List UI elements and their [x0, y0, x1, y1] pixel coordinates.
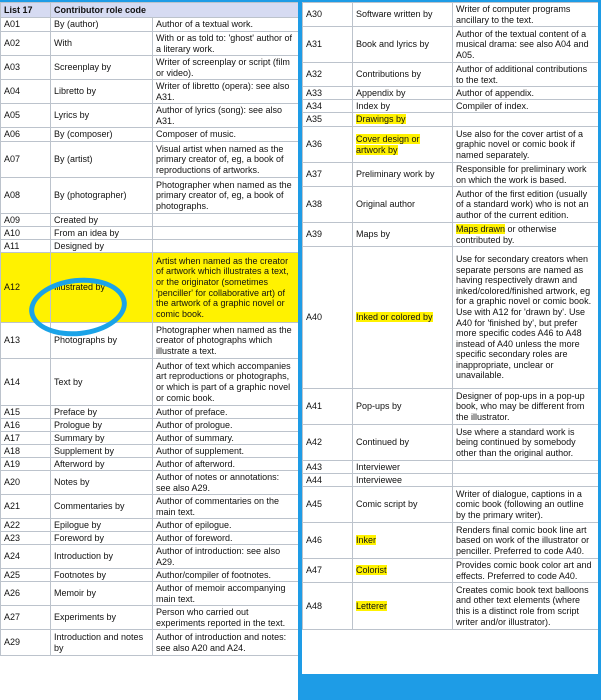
table-row	[303, 559, 599, 583]
role-code-cell: A08	[1, 178, 51, 214]
role-code-cell: A06	[1, 128, 51, 142]
table-row	[303, 461, 599, 474]
role-name-cell: Lyrics by	[51, 104, 153, 128]
role-name-cell: Contributions by	[353, 63, 453, 87]
table-row	[303, 389, 599, 425]
table-row	[1, 359, 299, 406]
role-name-cell	[353, 559, 453, 583]
role-name-cell: Libretto by	[51, 80, 153, 104]
table-row	[1, 606, 299, 630]
table-row	[303, 583, 599, 630]
role-name-cell: By (author)	[51, 18, 153, 32]
role-description-cell: Author of additional contributions to the text.	[453, 63, 599, 87]
role-code-cell: A07	[1, 142, 51, 178]
highlighted-role-name: Inked or colored by	[356, 312, 433, 323]
role-description-cell: Photographer when named as the creator of photographs which illustrate a text.	[153, 323, 299, 359]
table-row	[1, 569, 299, 582]
table-row	[303, 425, 599, 461]
role-description-cell: Author of the first edition (usually of a standard work) who is not an author of the current edition.	[453, 187, 599, 223]
role-description-cell	[453, 461, 599, 474]
role-name-cell: Comic script by	[353, 487, 453, 523]
role-name-cell: Prologue by	[51, 419, 153, 432]
table-row	[1, 495, 299, 519]
role-name-cell: Afterword by	[51, 458, 153, 471]
role-description-cell	[153, 214, 299, 227]
role-description-cell: Writer of computer programs ancillary to the text.	[453, 3, 599, 27]
table-row	[1, 471, 299, 495]
role-description-cell: Person who carried out experiments reported in the text.	[153, 606, 299, 630]
table-row	[303, 247, 599, 389]
role-name-cell: Foreword by	[51, 532, 153, 545]
left-table-panel	[0, 2, 298, 700]
role-name-cell: Created by	[51, 214, 153, 227]
role-name-cell: Designed by	[51, 240, 153, 253]
table-row	[303, 87, 599, 100]
role-name-cell: Introduction by	[51, 545, 153, 569]
role-code-cell: A39	[303, 223, 353, 247]
table-row	[1, 445, 299, 458]
contributor-role-table-right	[302, 2, 598, 630]
role-name-cell: Screenplay by	[51, 56, 153, 80]
role-code-cell: A23	[1, 532, 51, 545]
table-row	[1, 253, 299, 323]
highlighted-role-name: Letterer	[356, 600, 388, 611]
table-row	[1, 419, 299, 432]
role-name-cell: Index by	[353, 100, 453, 113]
role-name-cell: Original author	[353, 187, 453, 223]
role-description-cell: Composer of music.	[153, 128, 299, 142]
role-code-cell: A20	[1, 471, 51, 495]
role-name-cell: Photographs by	[51, 323, 153, 359]
table-row	[1, 56, 299, 80]
role-description-cell: Author of supplement.	[153, 445, 299, 458]
role-code-cell: A38	[303, 187, 353, 223]
table-row	[303, 474, 599, 487]
role-header: Contributor role code	[51, 3, 299, 18]
role-description-cell: Author of commentaries on the main text.	[153, 495, 299, 519]
role-code-cell: A35	[303, 113, 353, 127]
contributor-role-table-left	[0, 2, 298, 656]
role-code-cell: A12	[1, 253, 51, 323]
role-description-cell: Author/compiler of footnotes.	[153, 569, 299, 582]
role-name-cell	[353, 247, 453, 389]
table-row	[1, 458, 299, 471]
table-row	[1, 532, 299, 545]
role-name-cell: Preliminary work by	[353, 163, 453, 187]
role-code-cell: A43	[303, 461, 353, 474]
table-row	[303, 163, 599, 187]
table-row	[1, 406, 299, 419]
role-name-cell: From an idea by	[51, 227, 153, 240]
role-name-cell: Appendix by	[353, 87, 453, 100]
table-row	[1, 18, 299, 32]
role-description-cell: Author of preface.	[153, 406, 299, 419]
role-description-cell: Author of introduction: see also A29.	[153, 545, 299, 569]
role-name-cell: By (artist)	[51, 142, 153, 178]
role-name-cell: By (composer)	[51, 128, 153, 142]
role-code-cell: A17	[1, 432, 51, 445]
role-code-cell: A27	[1, 606, 51, 630]
role-code-cell: A05	[1, 104, 51, 128]
role-code-cell: A26	[1, 582, 51, 606]
role-description-cell: Creates comic book text balloons and other text elements (where this is a distinct role from script writer and/or illustrator).	[453, 583, 599, 630]
table-row	[1, 630, 299, 656]
role-description-cell: Responsible for preliminary work on which the work is based.	[453, 163, 599, 187]
role-description-cell	[153, 240, 299, 253]
role-name-cell: Interviewee	[353, 474, 453, 487]
description-text: or otherwise contributed by.	[456, 223, 557, 245]
role-name-cell: Illustrated by	[51, 253, 153, 323]
role-code-cell: A30	[303, 3, 353, 27]
role-code-cell: A01	[1, 18, 51, 32]
role-description-cell: Author of appendix.	[453, 87, 599, 100]
role-description-cell: Use where a standard work is being continued by somebody other than the original author.	[453, 425, 599, 461]
role-name-cell: Notes by	[51, 471, 153, 495]
role-code-cell: A24	[1, 545, 51, 569]
table-row	[1, 214, 299, 227]
role-name-cell: By (photographer)	[51, 178, 153, 214]
role-name-cell: Experiments by	[51, 606, 153, 630]
role-name-cell: Memoir by	[51, 582, 153, 606]
table-row	[1, 104, 299, 128]
role-description-cell	[453, 223, 599, 247]
role-code-cell: A09	[1, 214, 51, 227]
role-description-cell: Writer of dialogue, captions in a comic book (following an outline by the primary writer).	[453, 487, 599, 523]
role-name-cell	[353, 583, 453, 630]
role-name-cell: Maps by	[353, 223, 453, 247]
table-header-row	[1, 3, 299, 18]
role-code-cell: A36	[303, 127, 353, 163]
role-code-cell: A47	[303, 559, 353, 583]
role-code-cell: A37	[303, 163, 353, 187]
role-description-cell: Author of text which accompanies art reproductions or photographs, or which is part of a graphic novel or comic book.	[153, 359, 299, 406]
role-code-cell: A15	[1, 406, 51, 419]
role-description-cell: Compiler of index.	[453, 100, 599, 113]
role-description-cell: Artist when named as the creator of artwork which illustrates a text, or the originator (sometimes 'penciller' for collaborative art) of the artwork of a graphic novel or comic book.	[153, 253, 299, 323]
table-row	[1, 178, 299, 214]
role-code-cell: A22	[1, 519, 51, 532]
highlighted-description: Maps drawn	[456, 223, 506, 234]
role-name-cell: With	[51, 32, 153, 56]
role-code-cell: A13	[1, 323, 51, 359]
table-row	[1, 142, 299, 178]
role-name-cell: Software written by	[353, 3, 453, 27]
table-row	[303, 223, 599, 247]
role-description-cell: Renders final comic book line art based on work of the illustrator or penciller. Preferred to code A40.	[453, 523, 599, 559]
role-code-cell: A42	[303, 425, 353, 461]
role-name-cell	[353, 523, 453, 559]
table-row	[1, 519, 299, 532]
role-code-cell: A32	[303, 63, 353, 87]
role-code-cell: A34	[303, 100, 353, 113]
role-code-cell: A19	[1, 458, 51, 471]
role-name-cell: Epilogue by	[51, 519, 153, 532]
role-name-cell: Summary by	[51, 432, 153, 445]
role-description-cell: Writer of screenplay or script (film or video).	[153, 56, 299, 80]
role-description-cell: Author of epilogue.	[153, 519, 299, 532]
list-header: List 17	[1, 3, 51, 18]
role-description-cell: Author of a textual work.	[153, 18, 299, 32]
role-name-cell	[353, 113, 453, 127]
table-row	[303, 487, 599, 523]
role-code-cell: A41	[303, 389, 353, 425]
role-code-cell: A02	[1, 32, 51, 56]
role-description-cell: Author of memoir accompanying main text.	[153, 582, 299, 606]
role-code-cell: A33	[303, 87, 353, 100]
role-code-cell: A21	[1, 495, 51, 519]
highlighted-role-name: Inker	[356, 535, 377, 546]
table-row	[303, 127, 599, 163]
table-row	[1, 32, 299, 56]
role-name-cell: Footnotes by	[51, 569, 153, 582]
role-code-cell: A40	[303, 247, 353, 389]
role-code-cell: A31	[303, 27, 353, 63]
role-name-cell: Commentaries by	[51, 495, 153, 519]
table-row	[1, 240, 299, 253]
table-row	[1, 432, 299, 445]
role-description-cell: Author of summary.	[153, 432, 299, 445]
table-row	[303, 100, 599, 113]
role-description-cell: Photographer when named as the primary creator of, eg, a book of photographs.	[153, 178, 299, 214]
role-name-cell: Book and lyrics by	[353, 27, 453, 63]
table-row	[303, 523, 599, 559]
role-description-cell	[453, 474, 599, 487]
role-description-cell	[153, 227, 299, 240]
role-name-cell: Introduction and notes by	[51, 630, 153, 656]
role-code-cell: A29	[1, 630, 51, 656]
role-name-cell: Interviewer	[353, 461, 453, 474]
role-code-cell: A16	[1, 419, 51, 432]
role-description-cell: Author of the textual content of a musical drama: see also A04 and A05.	[453, 27, 599, 63]
role-name-cell: Pop-ups by	[353, 389, 453, 425]
role-code-cell: A45	[303, 487, 353, 523]
role-description-cell: Writer of libretto (opera): see also A31.	[153, 80, 299, 104]
table-row	[1, 128, 299, 142]
role-description-cell: Author of lyrics (song): see also A31.	[153, 104, 299, 128]
role-description-cell: Designer of pop-ups in a pop-up book, who may be different from the illustrator.	[453, 389, 599, 425]
table-row	[1, 582, 299, 606]
role-description-cell: Author of notes or annotations: see also A29.	[153, 471, 299, 495]
role-name-cell: Continued by	[353, 425, 453, 461]
role-code-cell: A25	[1, 569, 51, 582]
table-row	[1, 323, 299, 359]
highlighted-role-name: Colorist	[356, 565, 387, 576]
role-description-cell: Author of afterword.	[153, 458, 299, 471]
role-name-cell	[353, 127, 453, 163]
role-code-cell: A03	[1, 56, 51, 80]
role-name-cell: Text by	[51, 359, 153, 406]
role-description-cell: With or as told to: 'ghost' author of a literary work.	[153, 32, 299, 56]
role-description-cell: Use for secondary creators when separate persons are named as having respectively drawn and inked/colored/finished artwork, eg for a graphic novel or comic book. Use with A12 for 'drawn by'. Use A40 for 'finished by', but prefer more specific codes A46 to A48 instead of A40 unless the more specific secondary roles are inappropriate, unclear or unavailable.	[453, 247, 599, 389]
role-description-cell: Author of prologue.	[153, 419, 299, 432]
role-description-cell: Use also for the cover artist of a graphic novel or comic book if named separately.	[453, 127, 599, 163]
table-row	[1, 545, 299, 569]
role-code-cell: A10	[1, 227, 51, 240]
role-code-cell: A48	[303, 583, 353, 630]
role-description-cell	[453, 113, 599, 127]
role-description-cell: Author of introduction and notes: see also A20 and A24.	[153, 630, 299, 656]
highlighted-role-name: Cover design or artwork by	[356, 133, 420, 155]
table-row	[1, 80, 299, 104]
table-row	[303, 27, 599, 63]
table-row	[303, 187, 599, 223]
role-code-cell: A14	[1, 359, 51, 406]
table-row	[303, 63, 599, 87]
role-name-cell: Supplement by	[51, 445, 153, 458]
role-description-cell: Provides comic book color art and effects. Preferred to code A40.	[453, 559, 599, 583]
right-table-panel	[302, 2, 598, 674]
role-code-cell: A44	[303, 474, 353, 487]
role-name-cell: Preface by	[51, 406, 153, 419]
highlighted-role-name: Drawings by	[356, 114, 406, 125]
table-row	[303, 113, 599, 127]
role-code-cell: A18	[1, 445, 51, 458]
table-row	[303, 3, 599, 27]
role-code-cell: A04	[1, 80, 51, 104]
table-row	[1, 227, 299, 240]
role-description-cell: Visual artist when named as the primary creator of, eg, a book of reproductions of artworks.	[153, 142, 299, 178]
role-code-cell: A11	[1, 240, 51, 253]
role-code-cell: A46	[303, 523, 353, 559]
role-description-cell: Author of foreword.	[153, 532, 299, 545]
